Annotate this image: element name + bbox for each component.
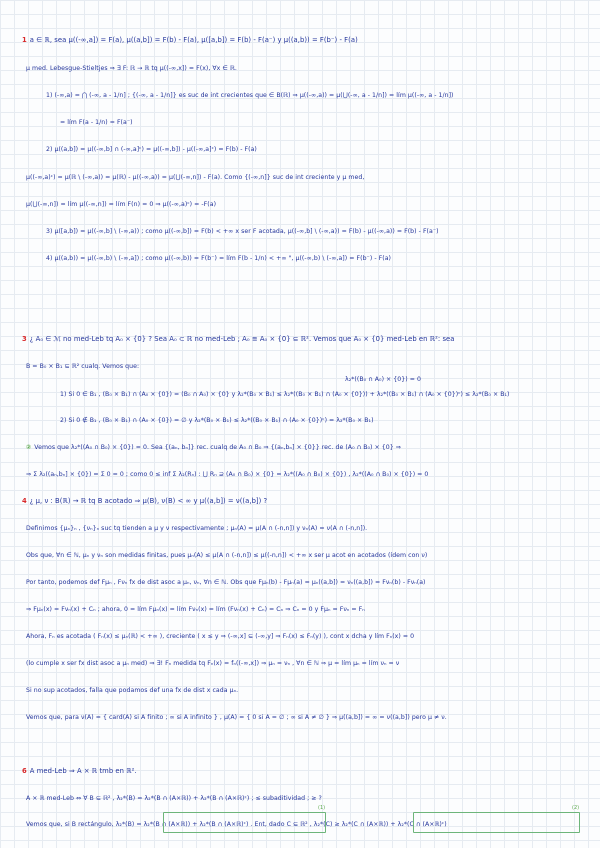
exercise-number-6: 6: [22, 767, 27, 775]
note-line: 4) μ((a,b)) = μ((-∞,b) \ (-∞,a]) ; como μ((-∞,b)) = F(b⁻) = lím F(b - 1/n) < +∞ ", μ((-∞,b) \ (-∞,a]) = F(b⁻) - F(a): [46, 255, 392, 262]
exercise-3-statement: 3 ¿ A₀ ∈ ℳ no med-Leb tq A₀ × {0} ? Sea A₀ ⊂ ℝ no med-Leb ; A₀ ≅ A₀ × {0} ⊆ ℝ². Vemos que A₀ × {0} med-Leb en ℝ²: sea: [22, 335, 455, 343]
highlight-box-tag-1: (1): [318, 805, 326, 811]
note-line: μ(⋃(-∞,n]) = lím μ((-∞,n]) = lím F(n) = 0 ⇒ μ((-∞,a)ᶜ) = -F(a): [26, 201, 217, 208]
note-line: 3) μ([a,b]) = μ((-∞,b] \ (-∞,a)) ; como μ((-∞,b]) = F(b) < +∞ x ser F acotada, μ((-∞,b] \ (-∞,a)) = F(b) - μ((-∞,a)) = F(b) - F(a⁻): [46, 228, 439, 235]
exercise-1-statement: 1 a ∈ ℝ, sea μ((-∞,a]) = F(a), μ((a,b]) = F(b) - F(a), μ([a,b]) = F(b) - F(a⁻) y μ((a,b)) = F(b⁻) - F(a): [22, 36, 358, 44]
note-line: μ((-∞,a)ᶜ) = μ(ℝ \ (-∞,a)) = μ(ℝ) - μ((-∞,a)) = μ(⋃(-∞,n]) - F(a). Como {(-∞,n]} suc de int creciente y μ med,: [26, 174, 365, 181]
exercise-4-statement: 4 ¿ μ, ν : B(ℝ) → ℝ tq B acotado ⇒ μ(B), ν(B) < ∞ y μ((a,b]) = ν((a,b]) ?: [22, 497, 268, 505]
note-line: A × ℝ med-Leb ⇔ ∀ B ⊆ ℝ² , λ₂*(B) = λ₂*(B ∩ (A×ℝ)) + λ₂*(B ∩ (A×ℝ)ᶜ) ; ≤ subaditividad ; ≥ ?: [26, 795, 322, 802]
note-line: ⇒ Σ λ₂((aₙ,bₙ] × {0}) = Σ 0 = 0 ; como 0 ≤ inf Σ λ₂(Rₙ) : ⋃ Rₙ ⊇ (A₀ ∩ B₀) × {0} = λ₂*((A₀ ∩ B₀) × {0}) , λ₂*((A₀ ∩ B₀) × {0}) = 0: [26, 471, 429, 478]
note-line: Vemos que, para ν(A) = { card(A) si A finito ; ∞ si A infinito } , μ(A) = { 0 si A = ∅ ; ∞ si A ≠ ∅ } ⇒ μ((a,b]) = ∞ = ν((a,b]) pero μ ≠ ν.: [26, 714, 447, 721]
exercise-number-1: 1: [22, 36, 27, 44]
note-line: λ₂*((B₀ ∩ A₀) × {0}) = 0: [345, 376, 421, 383]
note-line: Vemos que, si B rectángulo, λ₂*(B) = λ₂*(B ∩ (A×ℝ)) + λ₂*(B ∩ (A×ℝ)ᶜ) . Ent, dado C ⊆ ℝ² , λ₂*(C) ≥ λ₂*(C ∩ (A×ℝ)) + λ₂*(C ∩ (A×ℝ)ᶜ): [26, 821, 447, 828]
highlight-box-2: [413, 812, 580, 833]
note-line: Por tanto, podemos def Fμₙ , Fνₙ fx de dist asoc a μₙ, νₙ, ∀n ∈ ℕ. Obs que Fμₙ(b) - Fμₙ(a) = μₙ((a,b]) = νₙ((a,b]) = Fνₙ(b) - Fνₙ(a): [26, 579, 426, 586]
note-line: (lo cumple x ser fx dist asoc a μₙ med) ⇒ ∃! Fₙ medida tq Fₙ(x) = fₙ((-∞,x]) ⇒ μₙ = νₙ , ∀n ∈ ℕ ⇒ μ = lím μₙ = lím νₙ = ν: [26, 660, 400, 667]
note-line: ⇒ Fμₙ(x) = Fνₙ(x) + Cₙ ; ahora, 0 = lím Fμₙ(x) = lím Fνₙ(x) = lím (Fνₙ(x) + Cₙ) = Cₙ ⇒ Cₙ = 0 y Fμₙ = Fνₙ = Fₙ: [26, 606, 365, 613]
highlight-box-tag-2: (2): [572, 805, 580, 811]
note-line: = lím F(a - 1/n) = F(a⁻): [60, 119, 133, 126]
green-note-marker: ②: [26, 444, 32, 451]
exercise-number-3: 3: [22, 335, 27, 343]
note-line: 1) (-∞,a) = ⋂ (-∞, a - 1/n] ; {(-∞, a - 1/n]} es suc de int crecientes que ∈ B(ℝ) ⇒ μ((-∞,a)) = μ(⋃(-∞, a - 1/n]) = lím μ((-∞, a - 1/n]): [46, 92, 454, 99]
note-line: 2) μ((a,b]) = μ((-∞,b] ∩ (-∞,a]ᶜ) = μ((-∞,b]) - μ((-∞,a]ᶜ) = F(b) - F(a): [46, 146, 257, 153]
note-line: 1) Si 0 ∈ B₁ , (B₀ × B₁) ∩ (A₀ × {0}) = (B₀ ∩ A₀) × {0} y λ₂*(B₀ × B₁) ≤ λ₂*((B₀ × B₁) ∩ (A₀ × {0})) + λ₂*((B₀ × B₁) ∩ (A₀ × {0})ᶜ) ≤ λ₂*(B₀ × B₁): [60, 391, 510, 398]
note-line: ② Vemos que λ₂*((A₀ ∩ B₀) × {0}) = 0. Sea {(aₙ, bₙ]} rec. cualq de A₀ ∩ B₀ ⇒ {(aₙ,bₙ] × {0}} rec. de (A₀ ∩ B₀) × {0} ⇒: [26, 444, 402, 451]
note-line: Ahora, Fₙ es acotada ( Fₙ(x) ≤ μₙ(ℝ) < +∞ ), creciente ( x ≤ y ⇒ (-∞,x] ⊆ (-∞,y] ⇒ Fₙ(x) ≤ Fₙ(y) ), cont x dcha y lím Fₙ(x) = 0: [26, 633, 415, 640]
exercise-number-4: 4: [22, 497, 27, 505]
highlight-box-1: [163, 812, 326, 833]
exercise-6-statement: 6 A med-Leb ⇒ A × ℝ tmb en ℝ².: [22, 767, 137, 775]
note-line: Obs que, ∀n ∈ ℕ, μₙ y νₙ son medidas finitas, pues μₙ(A) ≤ μ(A ∩ (-n,n]) ≤ μ((-n,n]) < +∞ x ser μ acot en acotados (ídem con ν): [26, 552, 428, 559]
note-line: B = B₀ × B₁ ⊆ ℝ² cualq. Vemos que:: [26, 363, 140, 370]
note-line: Definimos {μₙ}ₙ , {νₙ}ₙ suc tq tienden a μ y ν respectivamente ; μₙ(A) = μ(A ∩ (-n,n]) y νₙ(A) = ν(A ∩ (-n,n]).: [26, 525, 368, 532]
note-line: Si no sup acotados, falla que podamos def una fx de dist x cada μₙ.: [26, 687, 239, 694]
note-line: 2) Si 0 ∉ B₁ , (B₀ × B₁) ∩ (A₀ × {0}) = ∅ y λ₂*(B₀ × B₁) ≤ λ₂*((B₀ × B₁) ∩ (A₀ × {0})ᶜ) = λ₂*(B₀ × B₁): [60, 417, 374, 424]
note-line: μ med. Lebesgue-Stieltjes ⇒ ∃ F: ℝ → ℝ tq μ((-∞,x]) = F(x), ∀x ∈ ℝ.: [26, 65, 237, 72]
